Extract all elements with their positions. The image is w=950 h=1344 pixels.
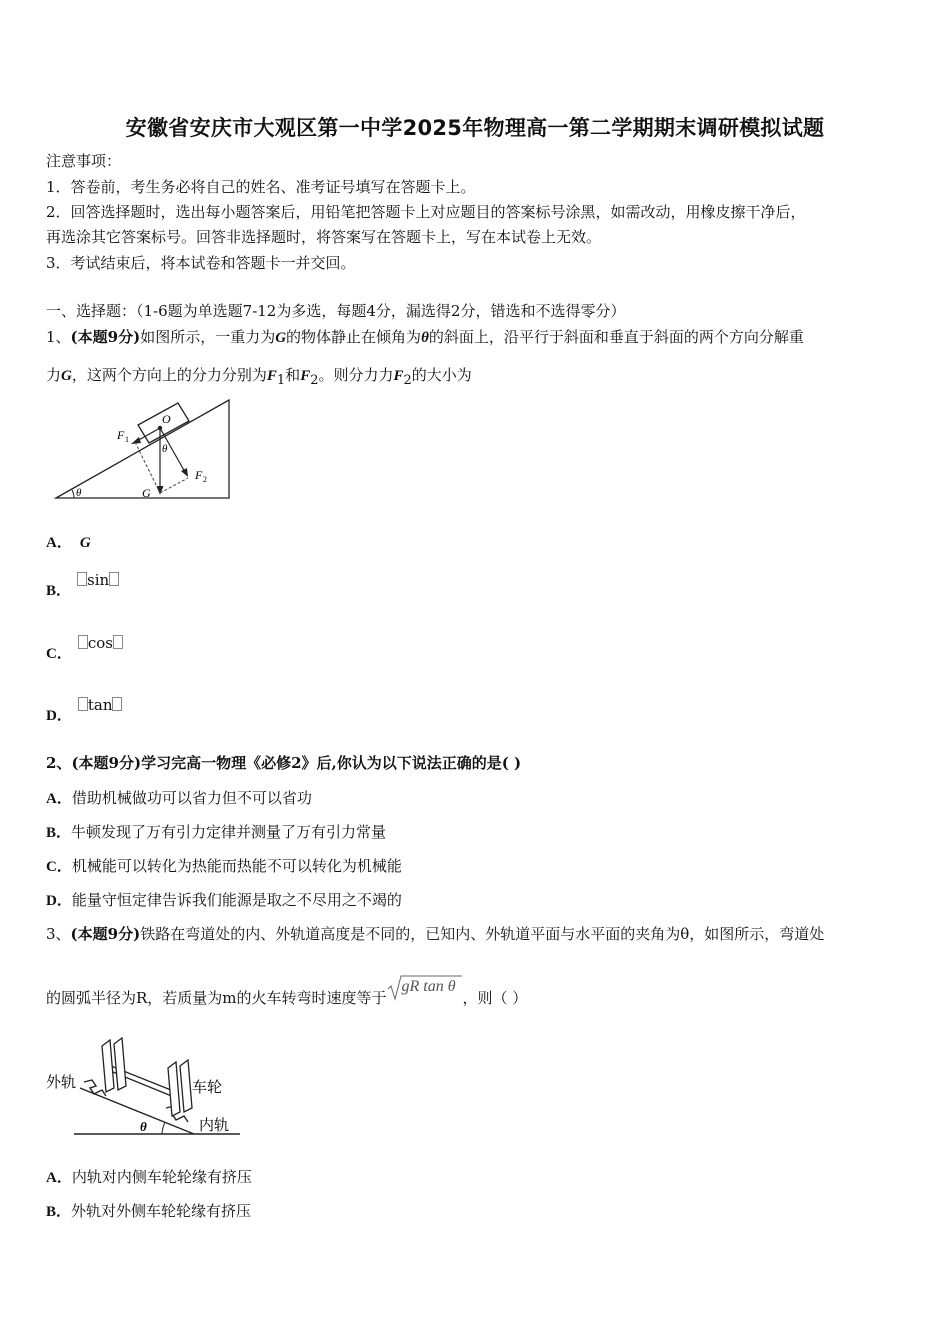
q1-option-b[interactable]: [46, 571, 119, 599]
q2-stem: [46, 753, 521, 773]
fig-label-wheel: 车轮: [192, 1080, 223, 1096]
q1-line2: [46, 365, 472, 391]
q1-text-g: 。则分力力: [318, 366, 394, 384]
q1-text-f: 和: [285, 366, 301, 384]
q1-sym-f1: F: [266, 368, 277, 384]
option-text: 机械能可以转化为热能而热能不可以转化为机械能: [71, 857, 402, 875]
missing-glyph-icon: [112, 697, 122, 711]
q3-number: 3、: [46, 925, 71, 943]
q3-track-figure: [44, 1030, 244, 1140]
q1-points: (本题9分): [70, 328, 141, 346]
fig-label-f2: F: [195, 468, 203, 482]
option-text: 借助机械做功可以省力但不可以省功: [71, 789, 312, 807]
q1-line1: [46, 327, 804, 348]
q3-line1: [46, 924, 824, 944]
missing-glyph-icon: [113, 635, 123, 649]
fig-label-f2-sub: 2: [203, 475, 207, 484]
option-letter: B．: [46, 1204, 72, 1220]
q1-text-h: 的大小为: [411, 366, 472, 384]
option-letter: A．: [46, 1170, 72, 1186]
option-text: G: [79, 535, 91, 551]
q2-points: (本题9分): [71, 754, 142, 772]
q3-text-c: ，则（ ）: [462, 989, 528, 1007]
q2-option-d[interactable]: [46, 890, 402, 911]
q3-option-a[interactable]: [46, 1167, 252, 1188]
q2-option-b[interactable]: [46, 822, 386, 843]
formula-text: gR tan θ: [401, 978, 456, 995]
q3-text-b: 的圆弧半径为R，若质量为m的火车转弯时速度等于: [46, 989, 387, 1007]
option-letter: C．: [46, 646, 72, 662]
q3-option-b[interactable]: [46, 1201, 251, 1222]
option-letter: B．: [46, 583, 72, 599]
option-letter: A．: [46, 791, 72, 807]
q1-number: 1、: [46, 328, 71, 346]
page-title: 安徽省安庆市大观区第一中学2025年物理高一第二学期期末调研模拟试题: [125, 116, 825, 140]
notice-item-1: 1．答卷前，考生务必将自己的姓名、准考证号填写在答题卡上。: [46, 178, 476, 196]
option-text: 内轨对内侧车轮轮缘有挤压: [71, 1168, 252, 1186]
fig-label-theta: θ: [162, 443, 168, 455]
q1-sym-theta: θ: [421, 330, 429, 346]
q1-option-c[interactable]: [46, 634, 123, 662]
q1-option-d[interactable]: [46, 696, 122, 724]
option-text: sin: [87, 571, 110, 589]
q3-text-a: 铁路在弯道处的内、外轨道高度是不同的，已知内、外轨道平面与水平面的夹角为θ，如图所示，弯道处: [140, 925, 825, 943]
option-letter: D．: [46, 708, 72, 724]
q3-points: (本题9分): [70, 925, 141, 943]
missing-glyph-icon: [77, 572, 87, 586]
notice-item-2-cont: 再选涂其它答案标号。回答非选择题时，将答案写在答题卡上，写在本试卷上无效。: [46, 228, 602, 246]
notice-item-3: 3．考试结束后，将本试卷和答题卡一并交回。: [46, 254, 356, 272]
q2-option-c[interactable]: [46, 856, 402, 877]
q1-text-d: 力: [46, 366, 62, 384]
option-letter: D．: [46, 893, 72, 909]
q1-incline-figure: [50, 395, 240, 505]
missing-glyph-icon: [78, 635, 88, 649]
notice-heading: 注意事项：: [46, 152, 122, 170]
option-text: cos: [87, 634, 113, 652]
q1-text-c: 的斜面上，沿平行于斜面和垂直于斜面的两个方向分解重: [428, 328, 804, 346]
q1-option-a[interactable]: [46, 532, 91, 553]
q1-sub-2b: 2: [403, 373, 412, 388]
fig-label-theta3: θ: [140, 1119, 147, 1134]
q1-sym-f2: F: [300, 368, 311, 384]
q1-sub-2: 2: [310, 373, 319, 388]
option-letter: A．: [46, 535, 72, 551]
q2-text: 学习完高一物理《必修2》后,你认为以下说法正确的是( ): [141, 754, 522, 772]
option-letter: C．: [46, 859, 72, 875]
q1-text-a: 如图所示，一重力为: [140, 328, 276, 346]
section-heading: 一、选择题：（1-6题为单选题7-12为多选，每题4分，漏选得2分，错选和不选得零分）: [46, 302, 626, 320]
q1-sym-f2b: F: [393, 368, 404, 384]
fig-label-o: O: [162, 412, 171, 426]
fig-label-outer: 外轨: [46, 1075, 77, 1091]
q3-line2: [46, 978, 528, 1008]
option-text: tan: [87, 696, 113, 714]
q2-option-a[interactable]: [46, 788, 312, 809]
missing-glyph-icon: [109, 572, 119, 586]
q1-text-e: ，这两个方向上的分力分别为: [71, 366, 267, 384]
q1-sym-g2: G: [61, 368, 72, 384]
option-text: 外轨对外侧车轮轮缘有挤压: [71, 1202, 252, 1220]
notice-item-2: 2．回答选择题时，选出每小题答案后，用铅笔把答题卡上对应题目的答案标号涂黑，如需改动，用橡皮擦干净后，: [46, 203, 806, 221]
fig-label-g: G: [142, 486, 151, 500]
q1-sym-g: G: [275, 330, 287, 346]
fig-label-theta-base: θ: [76, 487, 82, 499]
q2-number: 2、: [46, 754, 72, 772]
fig-label-f1-sub: 1: [125, 435, 129, 444]
option-letter: B．: [46, 825, 72, 841]
q1-sub-1: 1: [276, 373, 286, 388]
missing-glyph-icon: [78, 697, 88, 711]
option-text: 牛顿发现了万有引力定律并测量了万有引力常量: [71, 823, 387, 841]
q3-formula: [387, 978, 463, 1005]
fig-label-f1: F: [117, 428, 125, 442]
option-text: 能量守恒定律告诉我们能源是取之不尽用之不竭的: [71, 891, 402, 909]
fig-label-inner: 内轨: [199, 1118, 230, 1134]
q1-text-b: 的物体静止在倾角为: [286, 328, 422, 346]
